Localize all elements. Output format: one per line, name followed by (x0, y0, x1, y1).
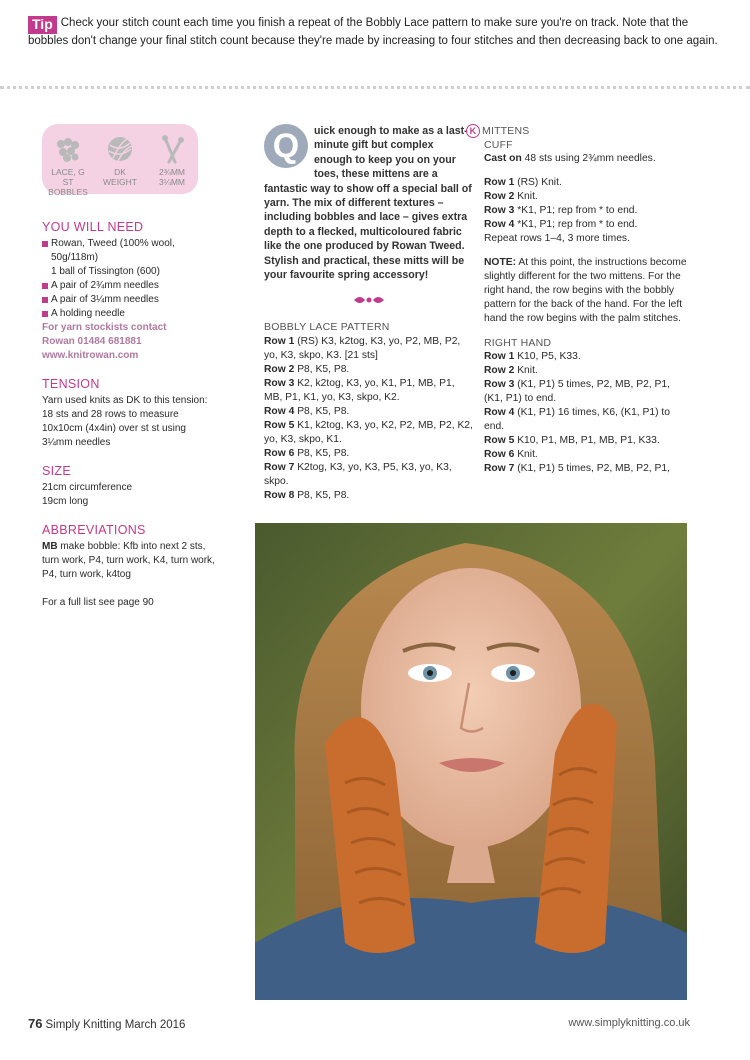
technique-label-1: LACE, G ST (51, 167, 85, 187)
pattern-icons-panel (42, 124, 198, 197)
magazine-issue: Simply Knitting March 2016 (45, 1019, 186, 1031)
cuff-row-text: Knit. (514, 191, 538, 203)
right-hand-row-label: Row 5 (484, 435, 515, 447)
right-hand-row-label: Row 7 (484, 463, 515, 475)
lace-row-label: Row 7 (264, 462, 295, 474)
abbreviations-heading: ABBREVIATIONS (42, 523, 146, 537)
cuff-heading: CUFF (484, 139, 513, 152)
lace-row-label: Row 6 (264, 448, 295, 460)
need-item-holding-needle: A holding needle (42, 307, 217, 321)
lace-row-7 (264, 461, 474, 489)
intro-column (264, 124, 474, 503)
cuff-row-label: Row 1 (484, 177, 515, 189)
lace-row-text: P8, K5, P8. (294, 406, 350, 418)
intro-paragraph (264, 124, 474, 282)
weight-label-1: DK (114, 167, 126, 177)
note (466, 256, 688, 326)
drop-cap: Q (264, 124, 308, 168)
weight-label-2: WEIGHT (103, 177, 137, 187)
need-item-yarn-detail: 50g/118m) (51, 252, 99, 263)
right-hand-row-label: Row 6 (484, 449, 515, 461)
right-hand-row-2 (484, 364, 688, 378)
mittens-column (466, 124, 688, 476)
abbreviation-term: MB (42, 541, 58, 552)
cuff-row-text: *K1, P1; rep from * to end. (514, 205, 638, 217)
cast-on-text: 48 sts using 2¾mm needles. (521, 153, 656, 165)
cuff-row-4 (484, 218, 688, 232)
page-number: 76 (28, 1016, 43, 1031)
right-hand-row-label: Row 4 (484, 407, 515, 419)
lace-row-text: K1, k2tog, K3, yo, K2, P2, MB, P2, K2, yo, K3, skpo, K1. (264, 420, 473, 446)
need-item-yarn-amount: 1 ball of Tissington (600) (51, 266, 160, 277)
right-hand-row-text: Knit. (514, 449, 538, 461)
k-marker-icon: K (466, 124, 480, 138)
right-hand-row-text: Knit. (514, 365, 538, 377)
cuff-row-1 (484, 176, 688, 190)
lace-row-text: K2tog, K3, yo, K3, P5, K3, yo, K3, skpo. (264, 462, 452, 488)
lace-row-text: P8, K5, P8. (294, 490, 350, 502)
right-hand-row-4 (484, 406, 688, 434)
right-hand-row-text: K10, P5, K33. (514, 351, 581, 363)
footer-url: www.simplyknitting.co.uk (568, 1017, 690, 1029)
cast-on (466, 152, 688, 166)
cuff-row-label: Row 4 (484, 219, 515, 231)
needle-label-2: 3¼MM (159, 177, 185, 187)
footer-left (28, 1016, 185, 1031)
model-photo-illustration (255, 523, 687, 1000)
stockists-url: www.knitrowan.com (42, 350, 139, 361)
cast-on-label: Cast on (484, 153, 522, 165)
cuff-row-label: Row 2 (484, 191, 515, 203)
right-hand-row-text: (K1, P1) 5 times, P2, MB, P2, P1, (514, 463, 670, 475)
need-item-needles-large: A pair of 3¼mm needles (42, 293, 217, 307)
need-item-yarn: Rowan, Tweed (100% wool, (42, 237, 217, 251)
abbreviation-mb (42, 540, 217, 582)
weight-info (97, 134, 143, 194)
you-will-need-heading: YOU WILL NEED (42, 220, 144, 234)
note-text: At this point, the instructions become slightly different for the two mittens. For the right hand, the row begins with the bobbly pattern for the back of the hand. For the left hand the row begins with the palm stitches. (484, 257, 687, 325)
right-hand-row-label: Row 3 (484, 379, 515, 391)
needles-icon (157, 134, 187, 164)
ornament-icon (352, 294, 386, 306)
right-hand-row-label: Row 1 (484, 351, 515, 363)
yarn-ball-icon (105, 134, 135, 164)
abbreviation-definition: make bobble: Kfb into next 2 sts, turn work, P4, turn work, K4, turn work, P4, turn work, k4tog (42, 541, 215, 580)
lace-row-label: Row 3 (264, 378, 295, 390)
lace-row-label: Row 8 (264, 490, 295, 502)
tension-text: Yarn used knits as DK to this tension: 18 sts and 28 rows to measure 10x10cm (4x4in) over st st using 3¼mm needles (42, 395, 208, 448)
right-hand-row-1 (484, 350, 688, 364)
note-label: NOTE: (484, 257, 517, 269)
lace-row-2 (264, 363, 474, 377)
lace-row-text: (RS) K3, k2tog, K3, yo, P2, MB, P2, yo, K3, skpo, K3. [21 sts] (264, 336, 461, 362)
abbreviations-more: For a full list see page 90 (42, 597, 154, 608)
tension-heading: TENSION (42, 377, 100, 391)
lace-row-6 (264, 447, 474, 461)
bobbly-lace-rows (264, 335, 474, 503)
lace-row-1 (264, 335, 474, 363)
right-hand-row-label: Row 2 (484, 365, 515, 377)
right-hand-row-6 (484, 448, 688, 462)
needle-size-info (149, 134, 195, 194)
technique-label-2: BOBBLES (48, 187, 88, 197)
cuff-row-text: (RS) Knit. (514, 177, 562, 189)
cuff-row-3 (484, 204, 688, 218)
right-hand-rows (466, 350, 688, 476)
needle-label-1: 2¾MM (159, 167, 185, 177)
lace-row-text: P8, K5, P8. (294, 364, 350, 376)
technique-info (45, 134, 91, 197)
lace-row-3 (264, 377, 474, 405)
lace-row-5 (264, 419, 474, 447)
stockists-phone: Rowan 01484 681881 (42, 336, 142, 347)
size-circumference: 21cm circumference (42, 482, 133, 493)
intro-text: uick enough to make as a last-minute gift but complex enough to keep you on your toes, these mittens are a fantastic way to show off a special ball of yarn. The mix of different textures – including bobbles and lace – gives extra depth to a flecked, multicoloured fabric like the one produced by Rowan Tweed. Stylish and practical, these mitts will be your favourite spring accessory! (264, 125, 472, 282)
sidebar (42, 124, 217, 610)
mittens-heading-row (466, 124, 688, 138)
lace-row-8 (264, 489, 474, 503)
need-item-needles-small: A pair of 2¾mm needles (42, 279, 217, 293)
lace-row-text: P8, K5, P8. (294, 448, 350, 460)
tip-box (28, 16, 728, 48)
right-hand-row-text: (K1, P1) 5 times, P2, MB, P2, P1, (K1, P1) to end. (484, 379, 670, 405)
lace-row-label: Row 2 (264, 364, 295, 376)
right-hand-heading: RIGHT HAND (484, 337, 552, 350)
tip-badge: Tip (28, 16, 57, 34)
lace-row-text: K2, k2tog, K3, yo, K1, P1, MB, P1, MB, P1, K1, yo, K3, skpo, K2. (264, 378, 455, 404)
stockists-line-1: For yarn stockists contact (42, 322, 167, 333)
cuff-rows (466, 176, 688, 232)
bobbly-lace-heading: BOBBLY LACE PATTERN (264, 321, 390, 334)
size-length: 19cm long (42, 496, 89, 507)
cuff-row-label: Row 3 (484, 205, 515, 217)
cuff-row-text: *K1, P1; rep from * to end. (514, 219, 638, 231)
ornament-divider (264, 294, 474, 306)
size-heading: SIZE (42, 464, 71, 478)
cuff-row-2 (484, 190, 688, 204)
tip-text: Check your stitch count each time you finish a repeat of the Bobbly Lace pattern to make sure you're on track. Note that the bobbles don't change your final stitch count because they're made by increasing to four stitches and then decreasing back to one again. (28, 17, 718, 47)
right-hand-row-text: K10, P1, MB, P1, MB, P1, K33. (514, 435, 660, 447)
yarn-bobble-icon (53, 134, 83, 164)
lace-row-label: Row 5 (264, 420, 295, 432)
model-photo (255, 523, 687, 1000)
cuff-repeat: Repeat rows 1–4, 3 more times. (484, 233, 630, 245)
lace-row-label: Row 4 (264, 406, 295, 418)
right-hand-row-3 (484, 378, 688, 406)
lace-row-4 (264, 405, 474, 419)
right-hand-row-5 (484, 434, 688, 448)
right-hand-row-text: (K1, P1) 16 times, K6, (K1, P1) to end. (484, 407, 670, 433)
mittens-heading: MITTENS (482, 125, 530, 137)
right-hand-row-7 (484, 462, 688, 476)
dotted-divider (0, 86, 750, 89)
lace-row-label: Row 1 (264, 336, 295, 348)
